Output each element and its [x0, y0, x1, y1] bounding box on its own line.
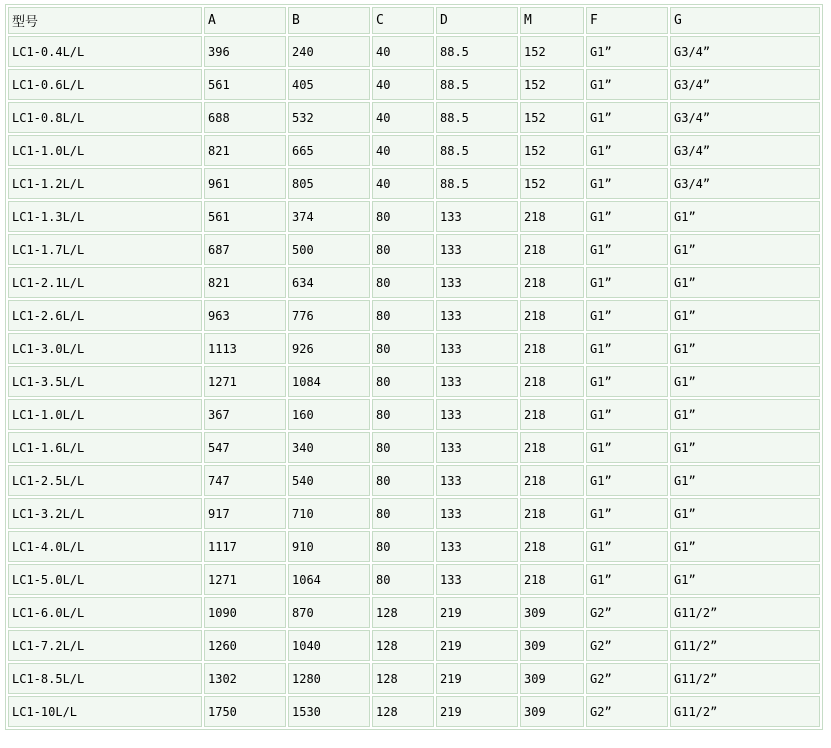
table-cell: 917	[204, 498, 286, 529]
table-cell: 133	[436, 432, 518, 463]
table-cell: 547	[204, 432, 286, 463]
table-cell: 367	[204, 399, 286, 430]
table-cell: 80	[372, 531, 434, 562]
table-cell: 218	[520, 201, 584, 232]
table-cell: 128	[372, 663, 434, 694]
table-cell: 374	[288, 201, 370, 232]
model-cell: LC1-3.0L/L	[8, 333, 202, 364]
table-cell: 218	[520, 333, 584, 364]
table-row	[8, 333, 820, 364]
table-cell: G1”	[586, 498, 668, 529]
column-header-0: 型号	[8, 7, 202, 34]
table-cell: 133	[436, 531, 518, 562]
model-cell: LC1-0.4L/L	[8, 36, 202, 67]
table-cell: 665	[288, 135, 370, 166]
table-cell: G1”	[586, 465, 668, 496]
table-cell: 80	[372, 498, 434, 529]
table-cell: G1”	[670, 267, 820, 298]
table-row	[8, 465, 820, 496]
model-cell: LC1-4.0L/L	[8, 531, 202, 562]
table-cell: G2”	[586, 597, 668, 628]
table-cell: 219	[436, 696, 518, 727]
table-cell: 218	[520, 300, 584, 331]
table-cell: 133	[436, 465, 518, 496]
table-cell: 218	[520, 432, 584, 463]
table-cell: 88.5	[436, 69, 518, 100]
table-row	[8, 564, 820, 595]
table-cell: 1302	[204, 663, 286, 694]
table-cell: 40	[372, 36, 434, 67]
table-cell: 561	[204, 69, 286, 100]
table-cell: G1”	[586, 366, 668, 397]
table-cell: G1”	[586, 399, 668, 430]
table-row	[8, 432, 820, 463]
table-cell: G1”	[670, 498, 820, 529]
table-cell: 1750	[204, 696, 286, 727]
table-cell: G1”	[670, 432, 820, 463]
table-row	[8, 366, 820, 397]
table-cell: G1”	[670, 201, 820, 232]
column-header-5: M	[520, 7, 584, 34]
table-cell: G11/2”	[670, 630, 820, 661]
table-cell: 40	[372, 102, 434, 133]
table-cell: G2”	[586, 663, 668, 694]
table-cell: 80	[372, 300, 434, 331]
table-cell: 500	[288, 234, 370, 265]
table-cell: 963	[204, 300, 286, 331]
table-cell: 776	[288, 300, 370, 331]
table-row	[8, 696, 820, 727]
table-cell: 80	[372, 432, 434, 463]
table-cell: 88.5	[436, 168, 518, 199]
table-cell: 710	[288, 498, 370, 529]
table-cell: 219	[436, 663, 518, 694]
table-cell: G1”	[586, 102, 668, 133]
table-row	[8, 498, 820, 529]
table-cell: G1”	[586, 36, 668, 67]
table-cell: G3/4”	[670, 135, 820, 166]
table-cell: 405	[288, 69, 370, 100]
table-cell: 1040	[288, 630, 370, 661]
table-cell: G1”	[670, 366, 820, 397]
header-row	[8, 7, 820, 34]
table-cell: G11/2”	[670, 597, 820, 628]
table-cell: G1”	[670, 465, 820, 496]
table-cell: G1”	[586, 168, 668, 199]
spec-table	[5, 4, 823, 730]
table-cell: 687	[204, 234, 286, 265]
table-cell: 133	[436, 234, 518, 265]
table-cell: 218	[520, 267, 584, 298]
table-cell: 160	[288, 399, 370, 430]
table-body	[8, 36, 820, 727]
table-cell: G1”	[586, 135, 668, 166]
table-cell: 152	[520, 135, 584, 166]
table-cell: G11/2”	[670, 696, 820, 727]
table-cell: 821	[204, 135, 286, 166]
table-cell: 1113	[204, 333, 286, 364]
table-cell: 219	[436, 597, 518, 628]
table-row	[8, 597, 820, 628]
table-cell: 747	[204, 465, 286, 496]
table-cell: 80	[372, 201, 434, 232]
table-cell: G1”	[586, 432, 668, 463]
table-row	[8, 399, 820, 430]
table-cell: 309	[520, 663, 584, 694]
table-cell: 80	[372, 234, 434, 265]
table-cell: G3/4”	[670, 168, 820, 199]
model-cell: LC1-8.5L/L	[8, 663, 202, 694]
table-cell: 218	[520, 399, 584, 430]
table-row	[8, 102, 820, 133]
model-cell: LC1-1.3L/L	[8, 201, 202, 232]
table-cell: G3/4”	[670, 102, 820, 133]
table-cell: G3/4”	[670, 69, 820, 100]
table-cell: 218	[520, 465, 584, 496]
table-cell: G11/2”	[670, 663, 820, 694]
table-cell: 805	[288, 168, 370, 199]
table-cell: 88.5	[436, 102, 518, 133]
table-cell: G1”	[586, 300, 668, 331]
model-cell: LC1-0.6L/L	[8, 69, 202, 100]
table-cell: 133	[436, 267, 518, 298]
table-cell: 561	[204, 201, 286, 232]
table-cell: 80	[372, 465, 434, 496]
table-cell: 1260	[204, 630, 286, 661]
table-cell: 634	[288, 267, 370, 298]
table-cell: G2”	[586, 696, 668, 727]
table-cell: 133	[436, 399, 518, 430]
table-cell: G1”	[670, 531, 820, 562]
column-header-6: F	[586, 7, 668, 34]
table-cell: 540	[288, 465, 370, 496]
table-cell: 218	[520, 531, 584, 562]
table-row	[8, 36, 820, 67]
table-cell: 309	[520, 696, 584, 727]
table-cell: 219	[436, 630, 518, 661]
table-cell: G1”	[586, 234, 668, 265]
table-cell: 128	[372, 696, 434, 727]
column-header-3: C	[372, 7, 434, 34]
table-cell: 910	[288, 531, 370, 562]
table-row	[8, 201, 820, 232]
table-cell: 218	[520, 564, 584, 595]
table-cell: G1”	[586, 69, 668, 100]
table-cell: 133	[436, 564, 518, 595]
table-cell: 240	[288, 36, 370, 67]
table-cell: 133	[436, 300, 518, 331]
table-cell: 1090	[204, 597, 286, 628]
model-cell: LC1-2.6L/L	[8, 300, 202, 331]
table-cell: 133	[436, 201, 518, 232]
table-cell: 88.5	[436, 36, 518, 67]
model-cell: LC1-1.0L/L	[8, 135, 202, 166]
table-cell: G1”	[670, 300, 820, 331]
column-header-1: A	[204, 7, 286, 34]
table-cell: 870	[288, 597, 370, 628]
model-cell: LC1-7.2L/L	[8, 630, 202, 661]
table-cell: 218	[520, 234, 584, 265]
model-cell: LC1-1.6L/L	[8, 432, 202, 463]
table-cell: 688	[204, 102, 286, 133]
model-cell: LC1-1.7L/L	[8, 234, 202, 265]
table-cell: 40	[372, 135, 434, 166]
model-cell: LC1-10L/L	[8, 696, 202, 727]
table-cell: G1”	[586, 333, 668, 364]
model-cell: LC1-1.0L/L	[8, 399, 202, 430]
model-cell: LC1-2.5L/L	[8, 465, 202, 496]
table-cell: 88.5	[436, 135, 518, 166]
model-cell: LC1-3.2L/L	[8, 498, 202, 529]
table-cell: 80	[372, 399, 434, 430]
table-cell: 1280	[288, 663, 370, 694]
table-cell: G3/4”	[670, 36, 820, 67]
table-cell: 152	[520, 36, 584, 67]
table-cell: 133	[436, 366, 518, 397]
table-cell: 152	[520, 102, 584, 133]
table-cell: 1084	[288, 366, 370, 397]
table-cell: G1”	[670, 564, 820, 595]
table-cell: 340	[288, 432, 370, 463]
table-cell: 218	[520, 366, 584, 397]
table-row	[8, 300, 820, 331]
table-cell: 1271	[204, 366, 286, 397]
table-cell: G1”	[586, 267, 668, 298]
table-row	[8, 234, 820, 265]
table-cell: 80	[372, 333, 434, 364]
table-row	[8, 531, 820, 562]
column-header-7: G	[670, 7, 820, 34]
table-cell: 961	[204, 168, 286, 199]
table-cell: 80	[372, 267, 434, 298]
table-cell: 128	[372, 630, 434, 661]
table-cell: 1064	[288, 564, 370, 595]
table-cell: 133	[436, 333, 518, 364]
table-cell: G2”	[586, 630, 668, 661]
table-cell: 1271	[204, 564, 286, 595]
table-cell: 152	[520, 69, 584, 100]
table-cell: 80	[372, 366, 434, 397]
table-cell: 926	[288, 333, 370, 364]
table-cell: G1”	[670, 399, 820, 430]
model-cell: LC1-2.1L/L	[8, 267, 202, 298]
model-cell: LC1-6.0L/L	[8, 597, 202, 628]
table-cell: G1”	[586, 564, 668, 595]
table-cell: G1”	[670, 234, 820, 265]
table-row	[8, 135, 820, 166]
table-cell: G1”	[586, 201, 668, 232]
table-cell: 133	[436, 498, 518, 529]
table-cell: 309	[520, 597, 584, 628]
column-header-2: B	[288, 7, 370, 34]
table-row	[8, 267, 820, 298]
table-cell: 396	[204, 36, 286, 67]
table-row	[8, 663, 820, 694]
table-cell: 40	[372, 69, 434, 100]
table-cell: G1”	[586, 531, 668, 562]
model-cell: LC1-0.8L/L	[8, 102, 202, 133]
table-cell: 821	[204, 267, 286, 298]
model-cell: LC1-3.5L/L	[8, 366, 202, 397]
table-cell: 309	[520, 630, 584, 661]
column-header-4: D	[436, 7, 518, 34]
table-cell: 128	[372, 597, 434, 628]
table-cell: 40	[372, 168, 434, 199]
table-row	[8, 168, 820, 199]
table-cell: 1117	[204, 531, 286, 562]
table-cell: 532	[288, 102, 370, 133]
model-cell: LC1-5.0L/L	[8, 564, 202, 595]
table-cell: 218	[520, 498, 584, 529]
table-cell: 152	[520, 168, 584, 199]
table-cell: 1530	[288, 696, 370, 727]
table-cell: G1”	[670, 333, 820, 364]
model-cell: LC1-1.2L/L	[8, 168, 202, 199]
table-row	[8, 69, 820, 100]
table-cell: 80	[372, 564, 434, 595]
table-row	[8, 630, 820, 661]
